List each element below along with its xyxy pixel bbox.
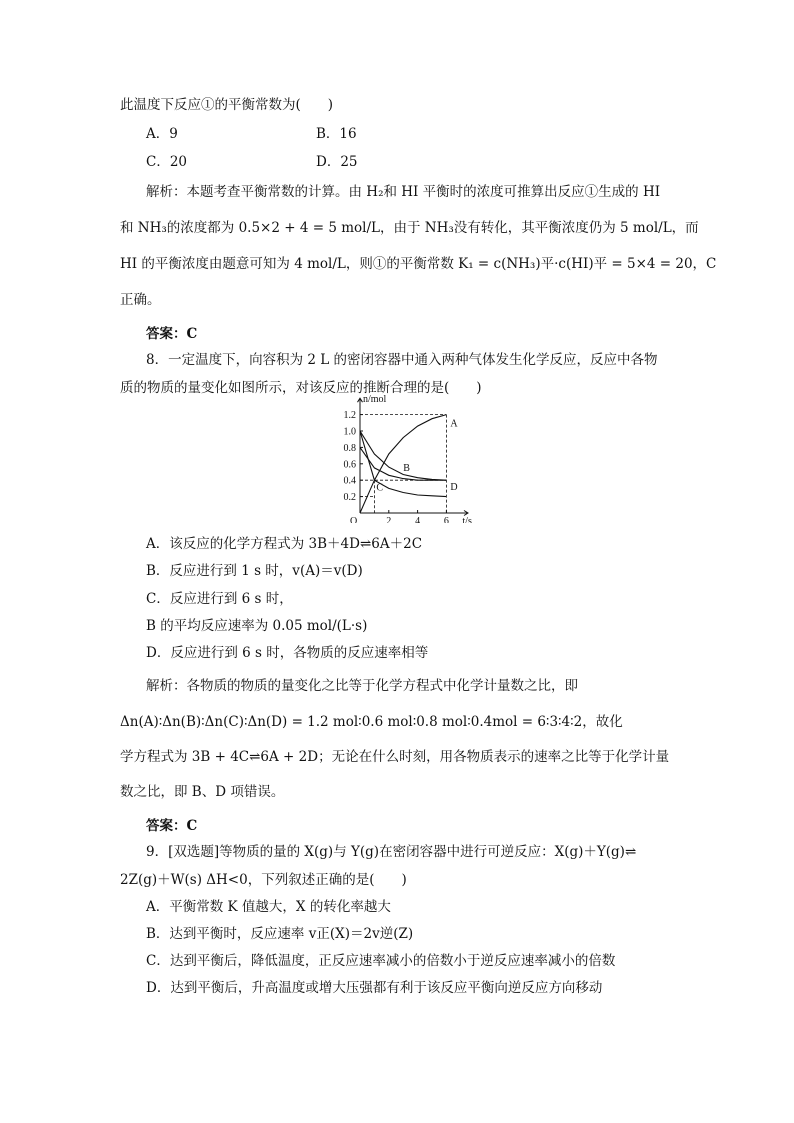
q9-option-c: C．达到平衡后，降低温度，正反应速率减小的倍数小于逆反应速率减小的倍数: [146, 953, 616, 969]
q9-stem-line2: 2Z(g)＋W(s) ΔH<0，下列叙述正确的是( ): [120, 872, 407, 888]
q7-option-d: D．25: [316, 154, 358, 170]
q7-option-b: B．16: [316, 126, 357, 142]
q8-analysis-line4: 数之比，即 B、D 项错误。: [120, 784, 285, 800]
q8-chart: [330, 393, 490, 523]
q9-option-a: A．平衡常数 K 值越大，X 的转化率越大: [146, 899, 391, 915]
q7-option-c: C．20: [146, 154, 188, 170]
y-tick-label: 1.2: [343, 410, 356, 422]
q8-analysis-line2: Δn(A)∶Δn(B)∶Δn(C)∶Δn(D) = 1.2 mol∶0.6 mol∶0.8 mol∶0.4mol = 6∶3∶4∶2，故化: [120, 714, 623, 730]
q8-stem-line2: 质的物质的量变化如图所示，对该反应的推断合理的是( ): [120, 380, 482, 396]
y-axis-label: n/mol: [363, 394, 387, 406]
q7-analysis-line1: 解析：本题考查平衡常数的计算。由 H₂和 HI 平衡时的浓度可推算出反应①生成的 HI: [146, 184, 661, 200]
q8-answer: 答案：C: [146, 818, 198, 834]
series-A-label: A: [450, 418, 458, 430]
q7-analysis-line2: 和 NH₃的浓度都为 0.5×2 + 4 = 5 mol/L，由于 NH₃没有转化，其平衡浓度仍为 5 mol/L，而: [120, 220, 699, 236]
x-axis-label: t/s: [462, 516, 472, 523]
series-C-label: C: [376, 482, 384, 494]
q8-stem-line1: 8．一定温度下，向容积为 2 L 的密闭容器中通入两种气体发生化学反应，反应中各物: [146, 352, 658, 368]
q8-analysis-line3: 学方程式为 3B + 4C⇌6A + 2D；无论在什么时刻，用各物质表示的速率之比等于化学计量: [120, 749, 670, 765]
x-tick-label: 6: [443, 516, 449, 523]
y-tick-label: 0.8: [343, 442, 356, 454]
q8-option-c-cont: B 的平均反应速率为 0.05 mol/(L·s): [146, 618, 368, 634]
series-D-label: D: [450, 482, 458, 494]
q8-option-a: A．该反应的化学方程式为 3B＋4D⇌6A＋2C: [146, 536, 423, 552]
q8-option-b: B．反应进行到 1 s 时，v(A)＝v(D): [146, 563, 363, 579]
q7-analysis-line4: 正确。: [120, 292, 161, 308]
q7-option-a: A．9: [146, 126, 178, 142]
y-tick-label: 0.4: [343, 475, 356, 487]
q9-option-d: D．达到平衡后，升高温度或增大压强都有利于该反应平衡向逆反应方向移动: [146, 980, 603, 996]
q9-option-b: B．达到平衡时，反应速率 v正(X)＝2v逆(Z): [146, 926, 414, 942]
q7-analysis-line3: HI 的平衡浓度由题意可知为 4 mol/L，则①的平衡常数 K₁ = c(NH₃)平·c(HI)平 = 5×4 = 20，C: [120, 256, 717, 272]
q7-answer: 答案：C: [146, 326, 198, 342]
origin-label: O: [350, 516, 358, 523]
x-tick-label: 4: [415, 516, 421, 523]
q7-stem-tail: 此温度下反应①的平衡常数为( ): [120, 97, 334, 113]
q9-stem-line1: 9．[双选题]等物质的量的 X(g)与 Y(g)在密闭容器中进行可逆反应：X(g)＋Y(g)⇌: [146, 844, 637, 860]
series-B-label: B: [403, 463, 410, 475]
q8-option-d: D．反应进行到 6 s 时，各物质的反应速率相等: [146, 645, 429, 661]
x-tick-label: 2: [386, 516, 392, 523]
q8-analysis-line1: 解析：各物质的物质的量变化之比等于化学方程式中化学计量数之比，即: [146, 678, 578, 694]
q8-option-c: C．反应进行到 6 s 时，: [146, 591, 293, 607]
y-tick-label: 1.0: [343, 426, 356, 438]
y-tick-label: 0.2: [343, 492, 356, 504]
y-tick-label: 0.6: [343, 459, 356, 471]
